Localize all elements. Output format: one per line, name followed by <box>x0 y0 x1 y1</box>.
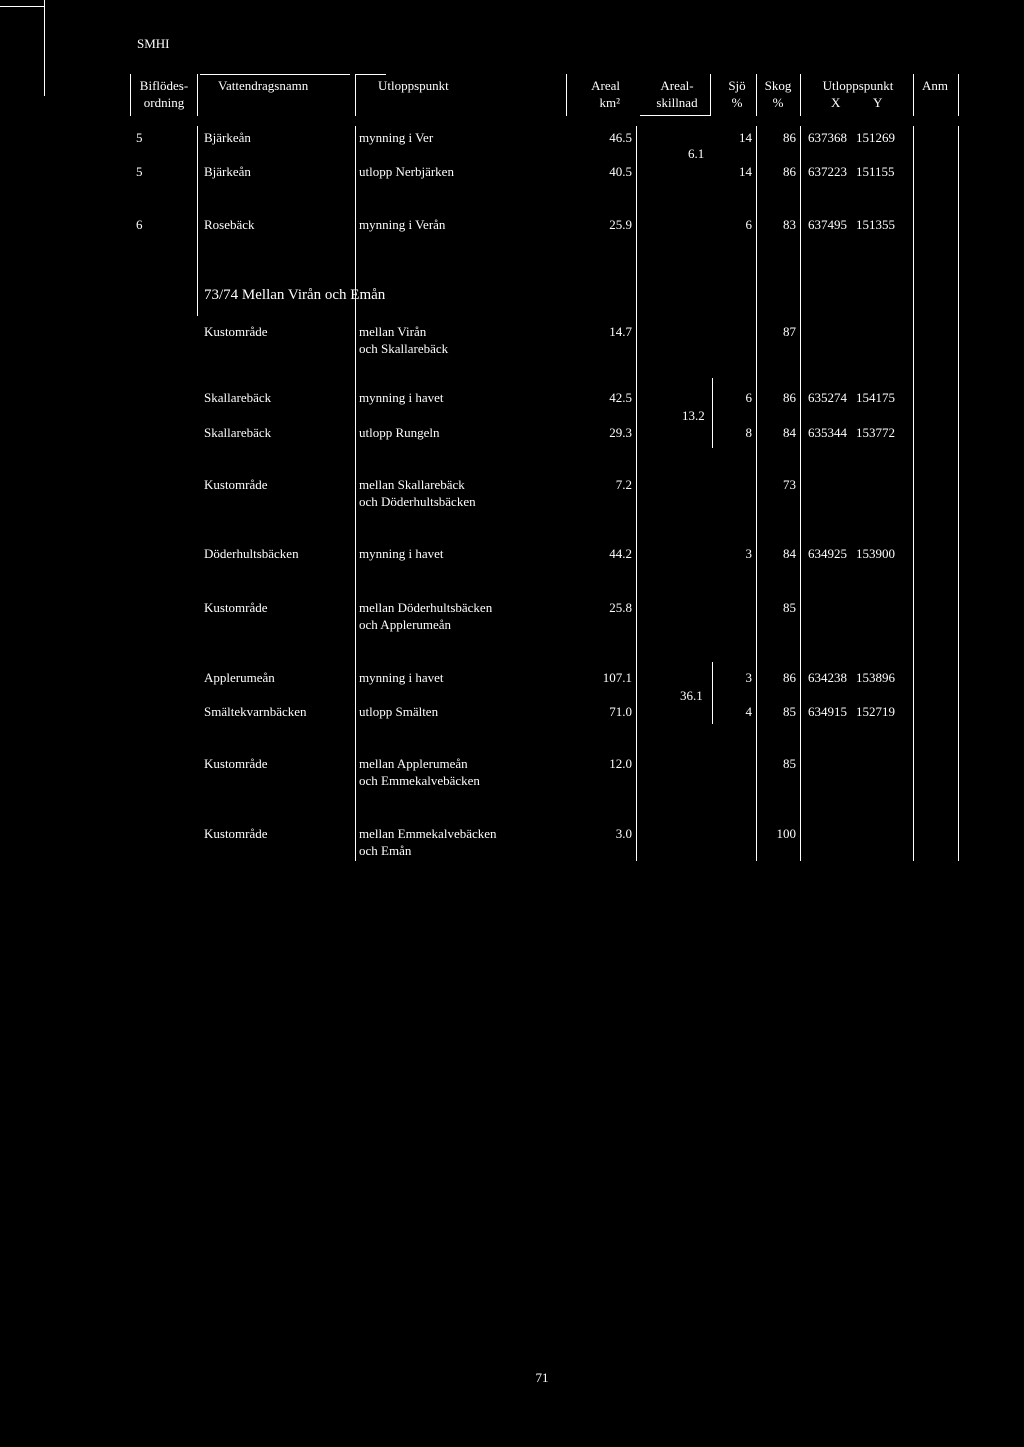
row-areal: 71.0 <box>609 704 632 719</box>
row-outlet: mellan Emmekalvebäcken <box>359 826 497 841</box>
row-skog: 83 <box>783 217 796 232</box>
row-outlet-2: och Applerumeån <box>359 617 452 632</box>
row-y: 151155 <box>856 164 895 179</box>
areal-diff-2: 13.2 <box>682 408 705 423</box>
row-sjo: 3 <box>745 546 752 561</box>
frame-mark-top <box>0 6 44 7</box>
row-outlet: mellan Virån <box>359 324 427 339</box>
row-outlet: mynning i havet <box>359 390 444 405</box>
row-y: 153896 <box>856 670 895 685</box>
row-x: 637223 <box>808 164 847 179</box>
divider-right-body <box>958 126 959 861</box>
divider-anm-hdr <box>913 74 914 116</box>
areal-diff-1: 6.1 <box>688 146 705 161</box>
row-outlet: mynning i Verån <box>359 217 446 232</box>
divider-anm-body <box>913 126 914 861</box>
row-skog: 85 <box>783 756 796 771</box>
row-skog: 73 <box>783 477 796 492</box>
divider-skog-hdr <box>756 74 757 116</box>
row-areal: 40.5 <box>609 164 632 179</box>
divider-right <box>958 74 959 116</box>
row-outlet: mynning i havet <box>359 670 444 685</box>
row-skog: 87 <box>783 324 796 339</box>
divider-ordning <box>197 74 198 116</box>
row-outlet-2: och Emmekalvebäcken <box>359 773 480 788</box>
row-name: Skallarebäck <box>204 425 272 440</box>
row-y: 153772 <box>856 425 895 440</box>
row-skog: 84 <box>783 546 796 561</box>
row-x: 637368 <box>808 130 847 145</box>
row-sjo: 14 <box>739 164 752 179</box>
row-x: 634915 <box>808 704 847 719</box>
header-areal-2: km² <box>599 95 620 110</box>
divider-outlet-body <box>355 126 356 861</box>
row-outlet: mynning i Ver <box>359 130 434 145</box>
header-x: X <box>831 95 841 110</box>
row-outlet-2: och Skallarebäck <box>359 341 449 356</box>
header-biflodesordning-2: ordning <box>143 95 185 110</box>
page-number: 71 <box>535 1370 549 1385</box>
row-skog: 86 <box>783 390 796 405</box>
row-name: Smältekvarnbäcken <box>204 704 307 719</box>
row-y: 153900 <box>856 546 895 561</box>
divider-name-body <box>197 126 198 256</box>
header-utloppspunkt-xy: Utloppspunkt <box>822 78 894 93</box>
divider-sjo-hdr <box>710 74 711 116</box>
row-outlet: mellan Döderhultsbäcken <box>359 600 493 615</box>
row-y: 152719 <box>856 704 895 719</box>
section-title: 73/74 Mellan Virån och Emån <box>204 287 386 303</box>
row-x: 634925 <box>808 546 847 561</box>
row-x: 637495 <box>808 217 847 232</box>
row-y: 151355 <box>856 217 895 232</box>
row-areal: 25.8 <box>609 600 632 615</box>
divider-left <box>130 74 131 116</box>
row-skog: 86 <box>783 164 796 179</box>
row-x: 635344 <box>808 425 847 440</box>
section-divider-left <box>197 256 198 316</box>
row-outlet: utlopp Nerbjärken <box>359 164 454 179</box>
row-outlet: utlopp Rungeln <box>359 425 440 440</box>
divider-diff-body-2 <box>712 662 713 724</box>
row-name: Bjärkeån <box>204 164 251 179</box>
row-areal: 7.2 <box>615 477 632 492</box>
row-areal: 25.9 <box>609 217 632 232</box>
row-y: 154175 <box>856 390 895 405</box>
divider-diff-body <box>712 378 713 448</box>
row-name: Bjärkeån <box>204 130 251 145</box>
row-outlet: mellan Skallarebäck <box>359 477 465 492</box>
row-name: Kustområde <box>204 324 268 339</box>
divider-areal-body <box>636 126 637 861</box>
header-agency: SMHI <box>137 36 170 51</box>
row-ordning: 5 <box>136 164 143 179</box>
row-name: Kustområde <box>204 600 268 615</box>
row-areal: 29.3 <box>609 425 632 440</box>
row-name: Rosebäck <box>204 217 255 232</box>
header-rule-vattendrag <box>200 74 350 75</box>
row-skog: 84 <box>783 425 796 440</box>
header-vattendragsnamn: Vattendragsnamn <box>218 78 309 93</box>
row-ordning: 6 <box>136 217 143 232</box>
row-name: Kustområde <box>204 756 268 771</box>
header-rule-arealskillnad <box>640 115 710 116</box>
row-sjo: 3 <box>745 670 752 685</box>
divider-xy-hdr <box>800 74 801 116</box>
row-outlet: mynning i havet <box>359 546 444 561</box>
row-sjo: 6 <box>745 217 752 232</box>
header-anm: Anm <box>922 78 948 93</box>
header-sjo-1: Sjö <box>728 78 746 93</box>
row-outlet: utlopp Smälten <box>359 704 439 719</box>
row-x: 634238 <box>808 670 847 685</box>
header-areal-1: Areal <box>591 78 620 93</box>
row-x: 635274 <box>808 390 847 405</box>
row-areal: 46.5 <box>609 130 632 145</box>
row-areal: 44.2 <box>609 546 632 561</box>
row-sjo: 14 <box>739 130 752 145</box>
row-areal: 42.5 <box>609 390 632 405</box>
row-skog: 85 <box>783 600 796 615</box>
header-arealskillnad-1: Areal- <box>660 78 694 93</box>
header-y: Y <box>873 95 883 110</box>
row-sjo: 6 <box>745 390 752 405</box>
row-skog: 86 <box>783 670 796 685</box>
row-y: 151269 <box>856 130 895 145</box>
header-sjo-2: % <box>731 95 743 110</box>
header-skog-1: Skog <box>764 78 792 93</box>
areal-diff-3: 36.1 <box>680 688 703 703</box>
row-outlet-2: och Döderhultsbäcken <box>359 494 476 509</box>
row-skog: 100 <box>776 826 796 841</box>
row-areal: 3.0 <box>615 826 632 841</box>
divider-name-hdr <box>355 74 356 116</box>
frame-mark-left <box>44 0 45 96</box>
row-name: Skallarebäck <box>204 390 272 405</box>
row-areal: 12.0 <box>609 756 632 771</box>
row-name: Döderhultsbäcken <box>204 546 299 561</box>
row-name: Applerumeån <box>204 670 275 685</box>
row-name: Kustområde <box>204 477 268 492</box>
row-name: Kustområde <box>204 826 268 841</box>
header-rule-utlopp <box>356 74 386 75</box>
row-skog: 85 <box>783 704 796 719</box>
header-utloppspunkt: Utloppspunkt <box>378 78 449 93</box>
row-skog: 86 <box>783 130 796 145</box>
header-skog-2: % <box>772 95 784 110</box>
divider-skog-body <box>800 126 801 861</box>
row-areal: 107.1 <box>602 670 632 685</box>
divider-areal-hdr <box>566 74 567 116</box>
row-sjo: 4 <box>745 704 752 719</box>
header-arealskillnad-2: skillnad <box>656 95 698 110</box>
row-areal: 14.7 <box>609 324 632 339</box>
row-ordning: 5 <box>136 130 143 145</box>
row-outlet-2: och Emån <box>359 843 412 858</box>
row-outlet: mellan Applerumeån <box>359 756 468 771</box>
divider-sjo-body <box>756 126 757 861</box>
header-biflodesordning-1: Biflödes- <box>139 78 189 93</box>
row-sjo: 8 <box>745 425 752 440</box>
